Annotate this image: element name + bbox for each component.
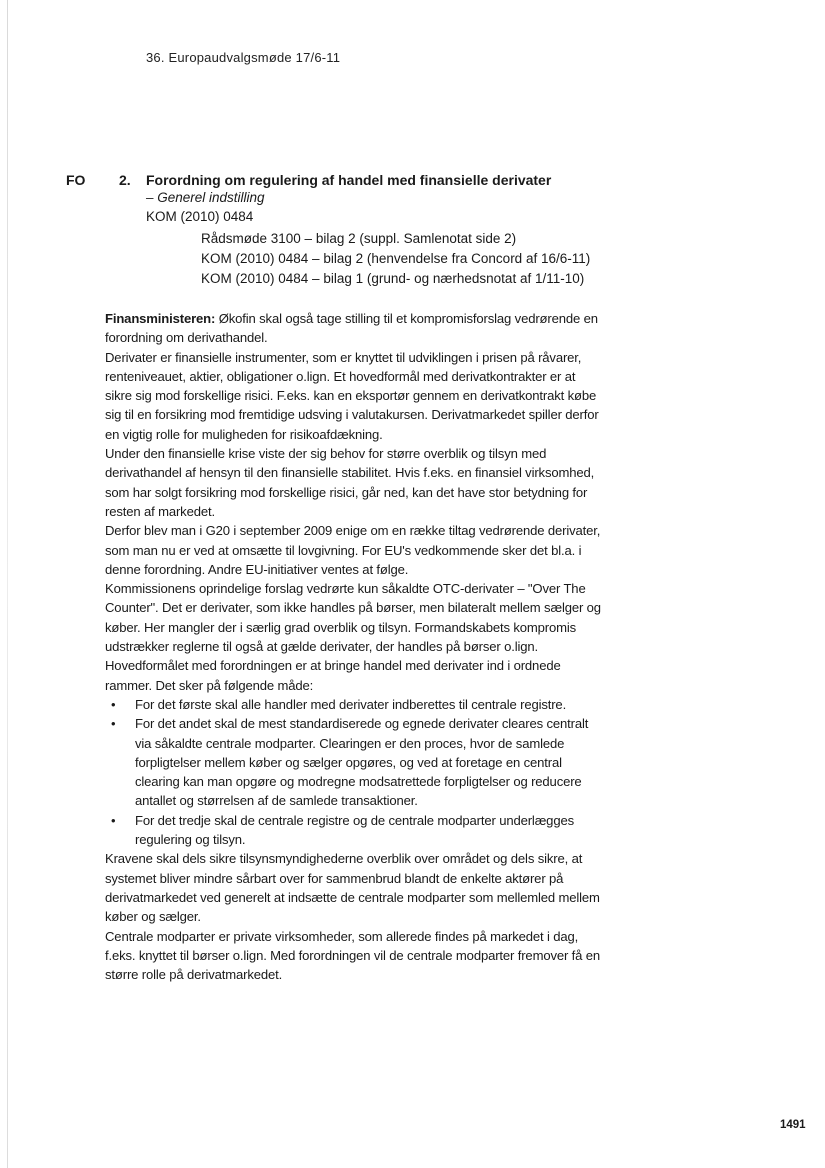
body-paragraph: Centrale modparter er private virksomheder, som allerede findes på markedet i dag, f.eks. knyttet til børser o.lign. Med forordningen vil de centrale modparter fremover få en større rolle på derivatmarkedet. [105,928,601,983]
document-reference: Rådsmøde 3100 – bilag 2 (suppl. Samlenotat side 2) [201,231,517,246]
margin-code: FO [66,172,86,188]
commission-reference: KOM (2010) 0484 [146,209,254,224]
intro-text: Økofin skal også tage stilling til et kompromisforslag vedrørende en forordning om derivathandel. [105,311,598,346]
minutes-body [105,309,605,984]
bullet-item: • For det andet skal de mest standardiserede og egnede derivater cleares centralt via såkaldte centrale modparter. Clearingen er den proces, hvor de samlede forpligtelser mellem køber og sælger opgøres, og ved at foretage en central clearing kan man opgøre og modregne modsatrettede forpligtelser og reducere antallet og størrelsen af de samlede transaktioner. [105,714,605,810]
bullet-item: • For det første skal alle handler med derivater indberettes til centrale registre. [105,695,605,714]
agenda-item-title: Forordning om regulering af handel med finansielle derivater [146,172,552,188]
page-number: 1491 [780,1119,806,1131]
body-paragraph: Derfor blev man i G20 i september 2009 enige om en række tiltag vedrørende derivater, som man nu er ved at omsætte til lovgivning. For EU's vedkommende sker det bl.a. i denne forordning. Andre EU-initiativer ventes at følge. [105,523,601,577]
document-reference: KOM (2010) 0484 – bilag 1 (grund- og nærhedsnotat af 1/11-10) [201,271,585,286]
scan-edge-line [7,0,8,1168]
document-reference: KOM (2010) 0484 – bilag 2 (henvendelse fra Concord af 16/6-11) [201,251,591,266]
body-paragraph: Kravene skal dels sikre tilsynsmyndighederne overblik over området og dels sikre, at systemet bliver mindre sårbart over for sammenbrud blandt de enkelte aktører på derivatmarkedet ved generelt at indsætte de centrale modparter som mellemled mellem køber og sælger. [105,851,600,925]
body-paragraph: Hovedformålet med forordningen er at bringe handel med derivater ind i ordnede rammer. Det sker på følgende måde: [105,658,561,693]
running-header: 36. Europaudvalgsmøde 17/6-11 [146,50,341,65]
bullet-item: • For det tredje skal de centrale registre og de centrale modparter underlægges regulering og tilsyn. [105,811,605,850]
agenda-item-number: 2. [119,172,131,188]
intro-paragraph [105,309,605,348]
agenda-item-subtitle: – Generel indstilling [146,190,265,205]
body-paragraph: Kommissionens oprindelige forslag vedrørte kun såkaldte OTC-derivater – "Over The Counter". Det er derivater, som ikke handles på børser, men bilateralt mellem sælger og køber. Her mangler der i særlig grad overblik og tilsyn. Formandskabets kompromis udstrækker reglerne til også at gælde derivater, der handles på børser o.lign. [105,581,601,655]
body-paragraph: Under den finansielle krise viste der sig behov for større overblik og tilsyn med derivathandel af hensyn til den finansielle stabilitet. Hvis f.eks. en finansiel virksomhed, som har solgt forsikring mod forskellige risici, går ned, kan det have stor betydning for resten af markedet. [105,446,595,519]
body-paragraph: Derivater er finansielle instrumenter, som er knyttet til udviklingen i prisen på råvarer, renteniveauet, aktier, obligationer o.lign. Et hovedformål med derivatkontrakter er at sikre sig mod forskellige risici. F.eks. kan en eksportør gennem en derivatkontrakt købe sig til en forsikring mod fremtidige udsving i valutakursen. Derivatmarkedet spiller derfor en vigtig rolle for muligheden for risikoafdækning. [105,349,599,442]
speaker-label: Finansministeren: [105,311,216,326]
document-reference-list [201,229,590,289]
bullet-list [105,695,605,849]
